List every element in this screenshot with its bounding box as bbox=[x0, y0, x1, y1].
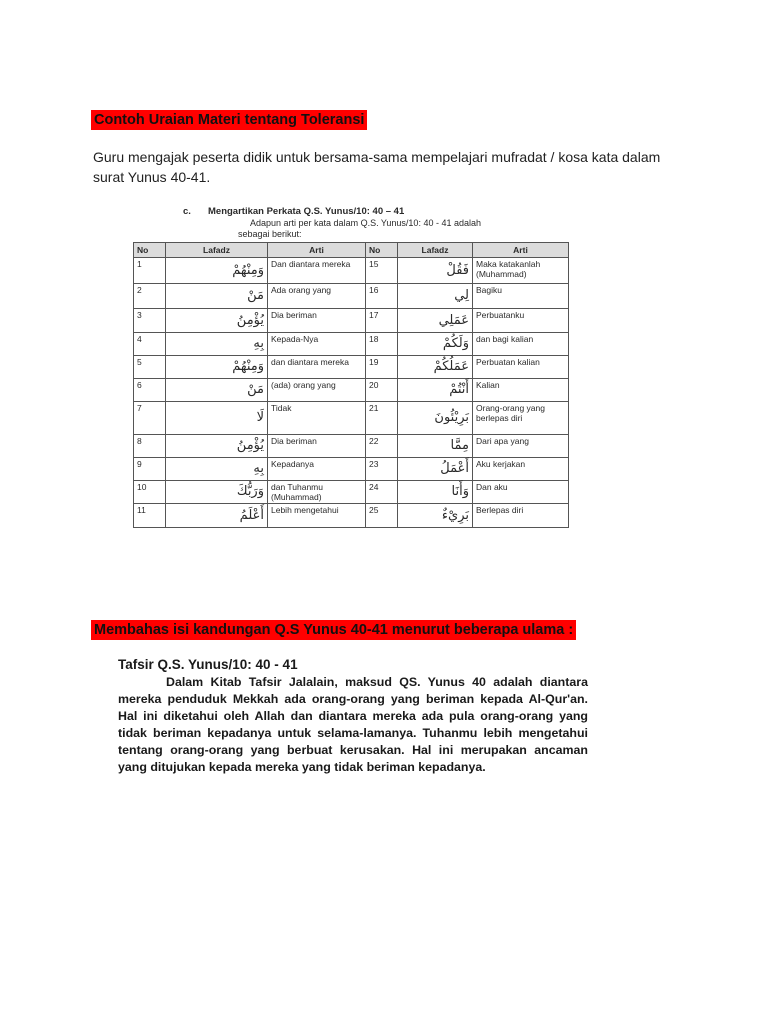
table-row bbox=[134, 356, 569, 379]
cell-lafadz: لَا bbox=[166, 402, 268, 435]
cell-lafadz: وَمِنْهُمْ bbox=[166, 356, 268, 379]
cell-arti: Ada orang yang bbox=[268, 284, 366, 309]
cell-no: 15 bbox=[366, 258, 398, 284]
cell-arti: dan bagi kalian bbox=[473, 333, 569, 356]
cell-lafadz: وَأَنَا bbox=[398, 481, 473, 504]
cell-arti: Dia beriman bbox=[268, 435, 366, 458]
cell-lafadz: أَعْلَمُ bbox=[166, 504, 268, 528]
cell-no: 10 bbox=[134, 481, 166, 504]
cell-no: 11 bbox=[134, 504, 166, 528]
cell-arti: Kepada-Nya bbox=[268, 333, 366, 356]
table-row bbox=[134, 504, 569, 528]
table-row bbox=[134, 435, 569, 458]
cell-arti: Dia beriman bbox=[268, 309, 366, 333]
cell-no: 2 bbox=[134, 284, 166, 309]
intro-paragraph: Guru mengajak peserta didik untuk bersama-sama mempelajari mufradat / kosa kata dalam surat Yunus 40-41. bbox=[93, 149, 661, 185]
cell-arti: Kepadanya bbox=[268, 458, 366, 481]
cell-no: 3 bbox=[134, 309, 166, 333]
cell-arti: Tidak bbox=[268, 402, 366, 435]
cell-arti: Berlepas diri bbox=[473, 504, 569, 528]
cell-lafadz: بَرِيْءٌ bbox=[398, 504, 473, 528]
cell-arti: Dari apa yang bbox=[473, 435, 569, 458]
figure-letter: c. bbox=[183, 206, 191, 217]
table-row bbox=[134, 402, 569, 435]
cell-no: 9 bbox=[134, 458, 166, 481]
cell-lafadz: بِهِ bbox=[166, 333, 268, 356]
vocabulary-table bbox=[133, 242, 569, 528]
cell-arti: Orang-orang yang berlepas diri bbox=[473, 402, 569, 435]
cell-arti: Aku kerjakan bbox=[473, 458, 569, 481]
cell-no: 18 bbox=[366, 333, 398, 356]
header-arti-2: Arti bbox=[473, 243, 569, 258]
tafsir-title: Tafsir Q.S. Yunus/10: 40 - 41 bbox=[118, 657, 298, 672]
figure-title-text: Mengartikan Perkata Q.S. Yunus/10: 40 – 41 bbox=[208, 206, 405, 217]
cell-lafadz: أَعْمَلُ bbox=[398, 458, 473, 481]
figure-subtitle-continued: sebagai berikut: bbox=[238, 229, 302, 239]
section-heading-toleransi: Contoh Uraian Materi tentang Toleransi bbox=[91, 110, 367, 130]
cell-lafadz: عَمَلِي bbox=[398, 309, 473, 333]
cell-no: 6 bbox=[134, 379, 166, 402]
cell-no: 20 bbox=[366, 379, 398, 402]
tafsir-body: Dalam Kitab Tafsir Jalalain, maksud QS. Yunus 40 adalah diantara mereka penduduk Mekkah ada orang-orang yang beriman kepada Al-Qur'an. Hal ini diketahui oleh Allah dan diantara mereka ada pula orang-orang yang tidak beriman kepadanya untuk selama-lamanya. Tuhanmu lebih mengetahui tentang orang-orang yang berbuat kerusakan. Hal ini merupakan ancaman yang ditujukan kepada mereka yang tidak beriman kepadanya. bbox=[118, 675, 588, 774]
cell-arti: dan Tuhanmu (Muhammad) bbox=[268, 481, 366, 504]
table-row bbox=[134, 481, 569, 504]
cell-lafadz: عَمَلُكُمْ bbox=[398, 356, 473, 379]
cell-no: 25 bbox=[366, 504, 398, 528]
cell-no: 23 bbox=[366, 458, 398, 481]
cell-arti: Dan aku bbox=[473, 481, 569, 504]
cell-lafadz: مَنْ bbox=[166, 379, 268, 402]
table-row bbox=[134, 379, 569, 402]
cell-arti: Dan diantara mereka bbox=[268, 258, 366, 284]
cell-arti: Kalian bbox=[473, 379, 569, 402]
tafsir-excerpt bbox=[118, 656, 588, 776]
cell-lafadz: يُؤْمِنُ bbox=[166, 435, 268, 458]
table-row bbox=[134, 284, 569, 309]
cell-arti: dan diantara mereka bbox=[268, 356, 366, 379]
table-row bbox=[134, 333, 569, 356]
cell-arti: Maka katakanlah (Muhammad) bbox=[473, 258, 569, 284]
cell-no: 21 bbox=[366, 402, 398, 435]
header-lafadz-2: Lafadz bbox=[398, 243, 473, 258]
cell-lafadz: أَنْتُمْ bbox=[398, 379, 473, 402]
cell-no: 1 bbox=[134, 258, 166, 284]
table-row bbox=[134, 458, 569, 481]
cell-arti: Lebih mengetahui bbox=[268, 504, 366, 528]
section-heading-kandungan: Membahas isi kandungan Q.S Yunus 40-41 menurut beberapa ulama : bbox=[91, 620, 576, 640]
cell-arti: (ada) orang yang bbox=[268, 379, 366, 402]
cell-no: 17 bbox=[366, 309, 398, 333]
cell-arti: Bagiku bbox=[473, 284, 569, 309]
header-no-2: No bbox=[366, 243, 398, 258]
cell-lafadz: وَلَكُمْ bbox=[398, 333, 473, 356]
table-header-row bbox=[134, 243, 569, 258]
cell-lafadz: لِي bbox=[398, 284, 473, 309]
figure-title bbox=[183, 206, 404, 217]
cell-lafadz: فَقُلْ bbox=[398, 258, 473, 284]
cell-lafadz: بَرِيْئُونَ bbox=[398, 402, 473, 435]
header-arti: Arti bbox=[268, 243, 366, 258]
cell-no: 22 bbox=[366, 435, 398, 458]
cell-no: 16 bbox=[366, 284, 398, 309]
cell-lafadz: مَنْ bbox=[166, 284, 268, 309]
header-lafadz: Lafadz bbox=[166, 243, 268, 258]
cell-lafadz: وَمِنْهُمْ bbox=[166, 258, 268, 284]
cell-no: 24 bbox=[366, 481, 398, 504]
cell-no: 4 bbox=[134, 333, 166, 356]
cell-no: 5 bbox=[134, 356, 166, 379]
cell-lafadz: بِهِ bbox=[166, 458, 268, 481]
vocabulary-figure bbox=[133, 206, 573, 548]
header-no: No bbox=[134, 243, 166, 258]
cell-no: 19 bbox=[366, 356, 398, 379]
cell-lafadz: يُؤْمِنُ bbox=[166, 309, 268, 333]
figure-subtitle: Adapun arti per kata dalam Q.S. Yunus/10: 40 - 41 adalah bbox=[250, 218, 481, 228]
cell-lafadz: وَرَبُّكَ bbox=[166, 481, 268, 504]
table-row bbox=[134, 309, 569, 333]
table-row bbox=[134, 258, 569, 284]
cell-lafadz: مِمَّا bbox=[398, 435, 473, 458]
cell-arti: Perbuatanku bbox=[473, 309, 569, 333]
cell-no: 8 bbox=[134, 435, 166, 458]
cell-no: 7 bbox=[134, 402, 166, 435]
cell-arti: Perbuatan kalian bbox=[473, 356, 569, 379]
